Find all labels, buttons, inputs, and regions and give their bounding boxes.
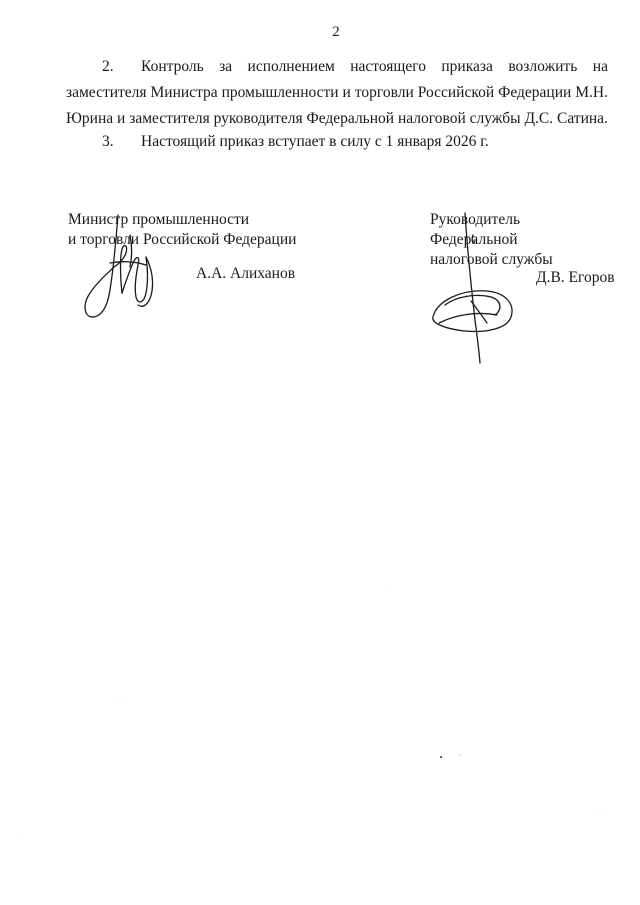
paragraph-number: 2. (102, 58, 114, 75)
signatory-title-line: налоговой службы (430, 251, 553, 268)
signatory-title-line: Министр промышленности (68, 211, 250, 228)
paragraph-text: Контроль за исполнением настоящего приказа возложить на заместителя Министра промышленности и торговли Российской Федерации М.Н. Юрина и заместителя руководителя Федеральной налоговой службы Д.С. Сатина. (66, 58, 608, 127)
paragraph-number: 3. (102, 133, 114, 150)
signatory-title-line: Руководитель Федеральной (430, 211, 521, 248)
paragraph-text: Настоящий приказ вступает в силу с 1 января 2026 г. (141, 133, 489, 150)
signatory-title-line: и торговли Российской Федерации (68, 231, 297, 248)
page-number: 2 (332, 24, 340, 40)
signatory-left-name: А.А. Алиханов (196, 265, 296, 282)
signatory-right-name: Д.В. Егоров (536, 269, 615, 286)
